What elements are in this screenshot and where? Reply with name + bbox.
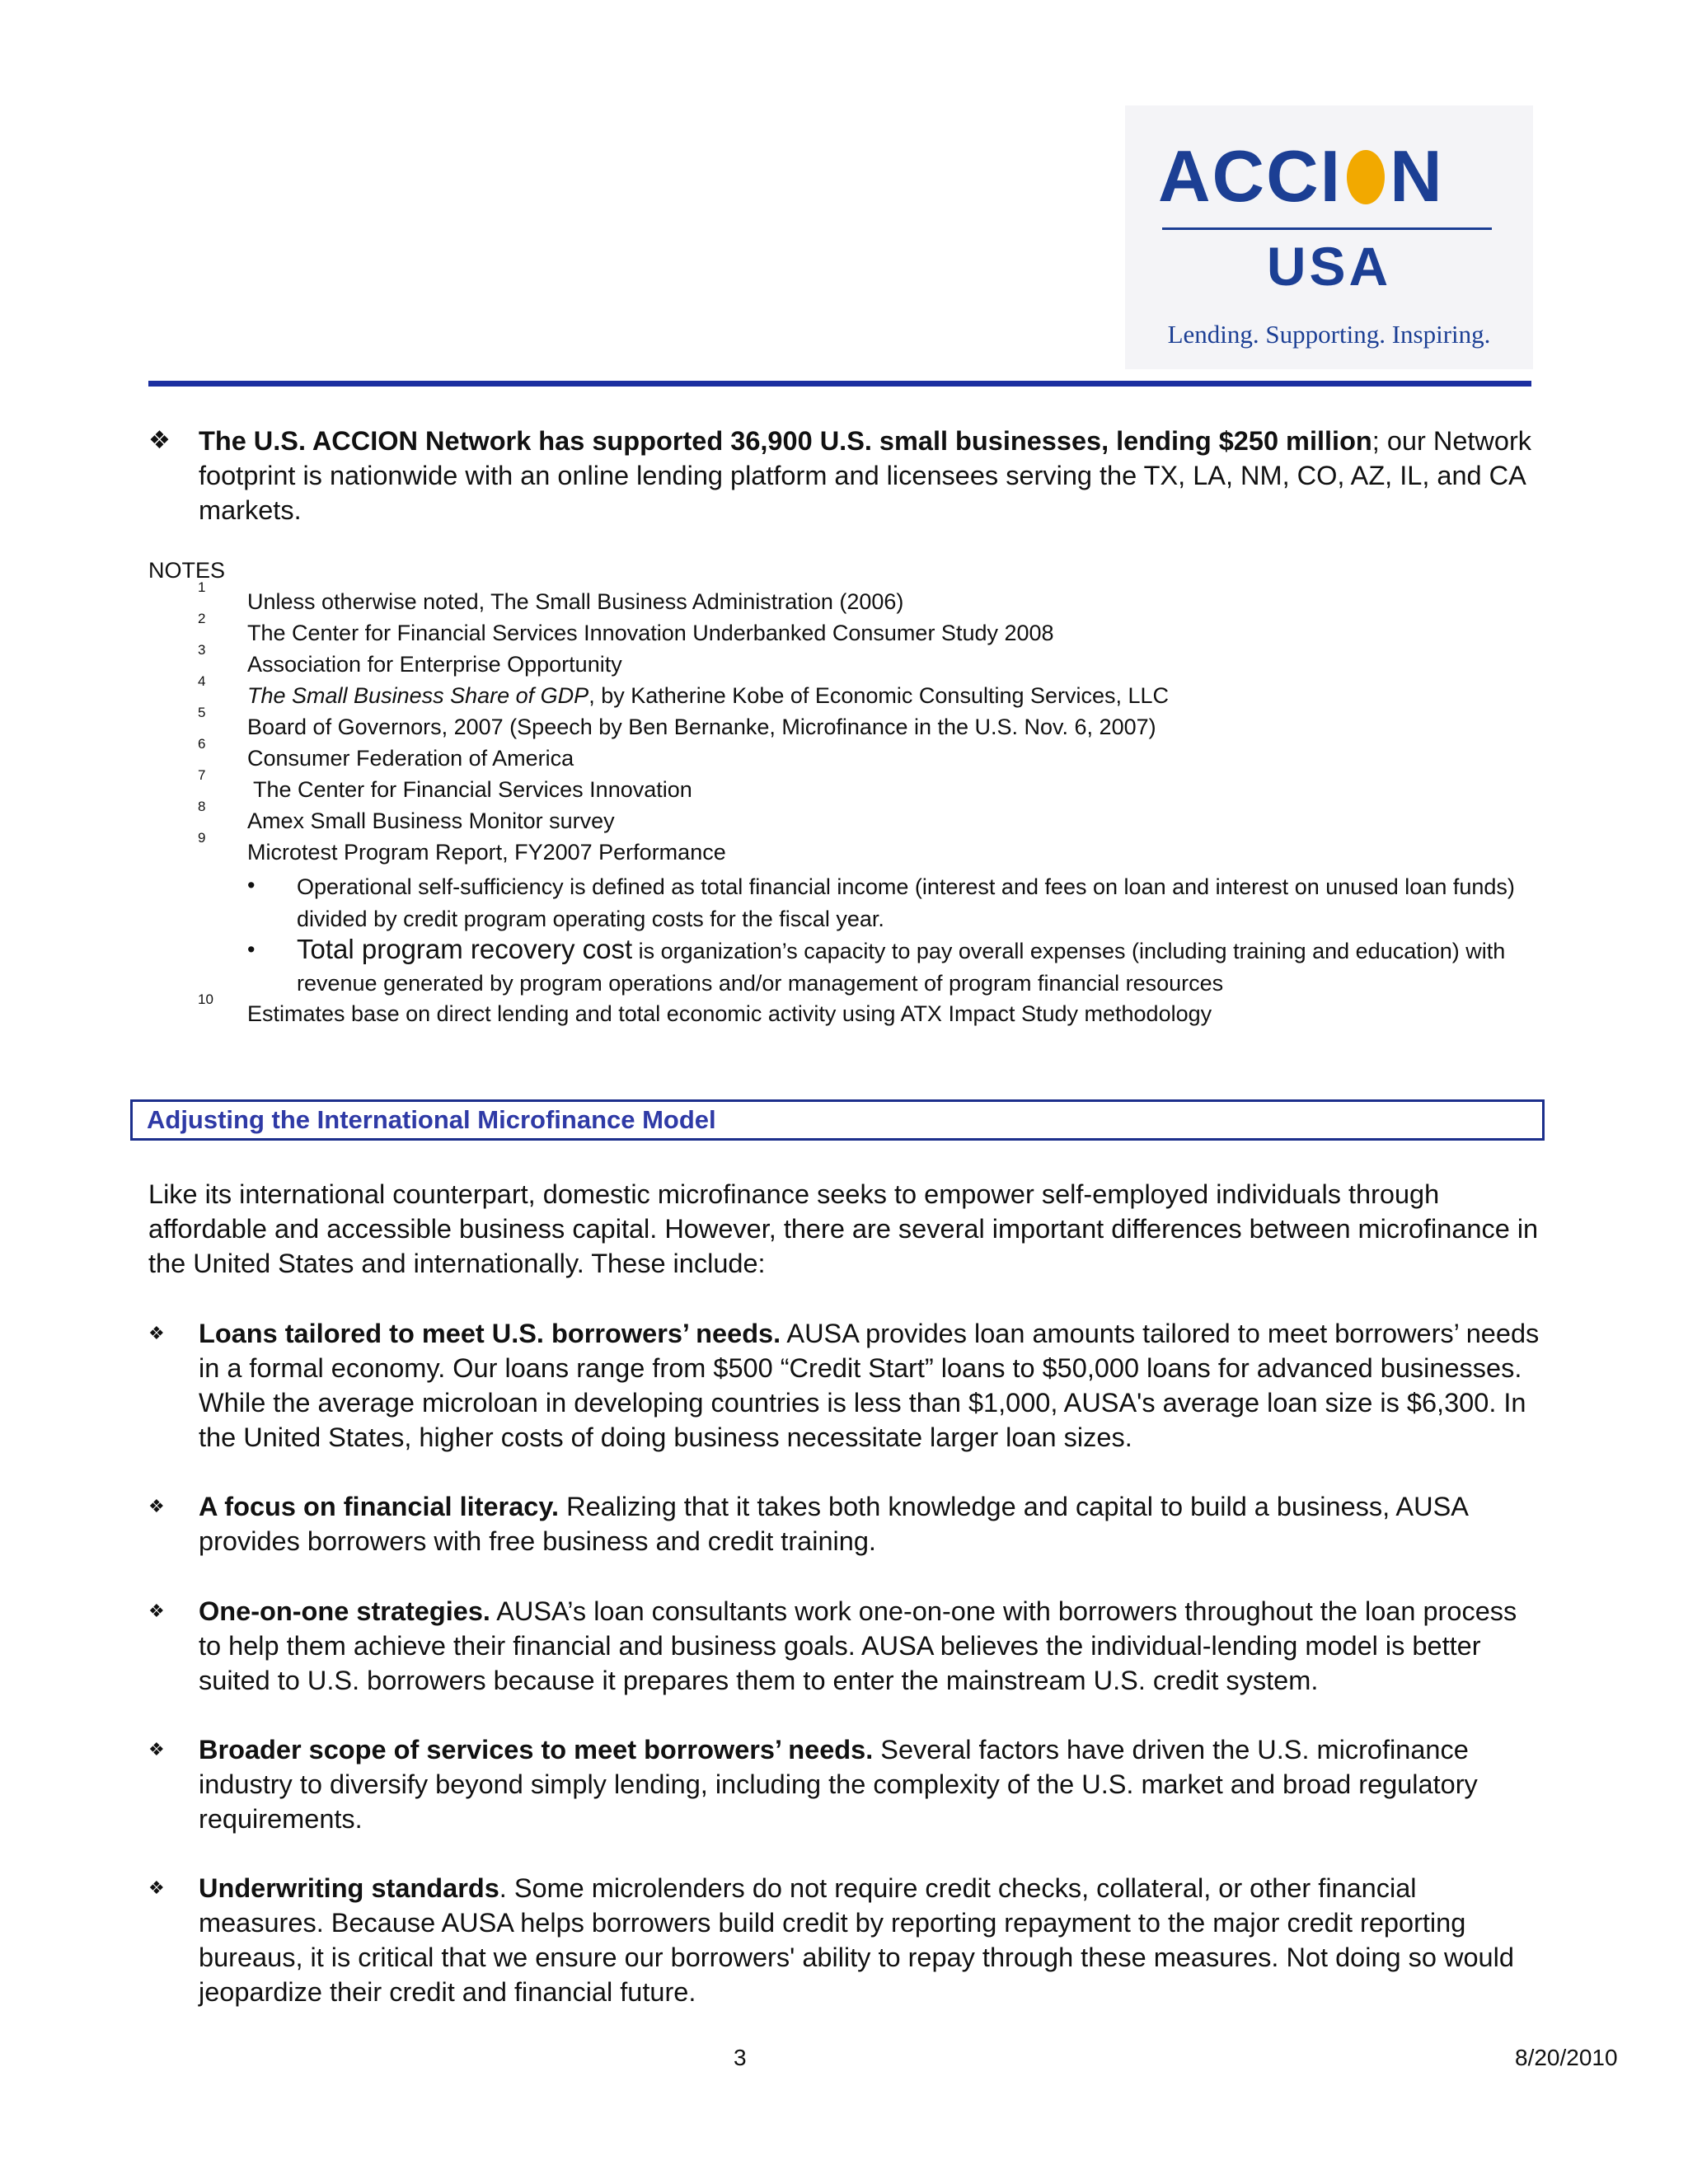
- note-item: 9 Microtest Program Report, FY2007 Performance: [198, 830, 726, 865]
- accion-usa-logo: [1125, 105, 1533, 369]
- page-number: 3: [734, 2045, 747, 2070]
- note-item: 2 The Center for Financial Services Innovation Underbanked Consumer Study 2008: [198, 611, 1054, 645]
- notes-heading: NOTES: [148, 558, 226, 583]
- note-item: 3 Association for Enterprise Opportunity: [198, 642, 622, 677]
- note-item: 8 Amex Small Business Monitor survey: [198, 799, 615, 833]
- section-bullet: ❖ One-on-one strategies. AUSA’s loan consultants work one-on-one with borrowers throughout the loan process to help them achieve their financial and business goals. AUSA believes the individual-lending model is better suited to U.S. borrowers because it prepares them to enter the mainstream U.S. credit system.: [148, 1594, 1541, 1698]
- dot-bullet-icon: •: [247, 873, 256, 898]
- note-sub-bullet: • Total program recovery cost is organization’s capacity to pay overall expenses (including training and education) with revenue generated by program operations and/or management of program financial resources: [247, 934, 1506, 996]
- logo-tagline: Lending. Supporting. Inspiring.: [1167, 320, 1491, 349]
- logo-usa: USA: [1266, 236, 1392, 297]
- note-sub-bullet: • Operational self-sufficiency is defined as total financial income (interest and fees on loan and interest on unused loan funds) divided by credit program operating costs for the fiscal year.: [247, 869, 1550, 935]
- note-item: 4 The Small Business Share of GDP, by Katherine Kobe of Economic Consulting Services, LLC: [198, 673, 1170, 708]
- section-title: Adjusting the International Microfinance Model: [147, 1105, 716, 1134]
- diamond-bullet-icon: ❖: [148, 1323, 165, 1343]
- note-item: 7 The Center for Financial Services Innovation: [198, 767, 692, 802]
- intro-bullet: ❖ The U.S. ACCION Network has supported 36,900 U.S. small businesses, lending $250 million; our Network footprint is nationwide with an online lending platform and licensees serving the TX, LA, NM, CO, AZ, IL, and CA markets.: [148, 424, 1541, 527]
- logo-rule: [1162, 227, 1492, 230]
- section-bullet: ❖ Broader scope of services to meet borrowers’ needs. Several factors have driven the U.S. microfinance industry to diversify beyond simply lending, including the complexity of the U.S. market and broad regulatory requirements.: [148, 1732, 1541, 1836]
- note-item: 1 Unless otherwise noted, The Small Business Administration (2006): [198, 579, 904, 614]
- note-item: 5 Board of Governors, 2007 (Speech by Ben Bernanke, Microfinance in the U.S. Nov. 6, 2007): [198, 705, 1156, 739]
- footer-date: 8/20/2010: [1515, 2045, 1618, 2070]
- diamond-bullet-icon: ❖: [148, 1601, 165, 1621]
- dot-bullet-icon: •: [247, 937, 256, 962]
- section-intro: Like its international counterpart, domestic microfinance seeks to empower self-employed individuals through affordable and accessible business capital. However, there are several important differences between microfinance in the United States and internationally. These include:: [148, 1179, 1539, 1278]
- section-bullet: ❖ Loans tailored to meet U.S. borrowers’ needs. AUSA provides loan amounts tailored to meet borrowers’ needs in a formal economy. Our loans range from $500 “Credit Start” loans to $50,000 loans for advanced businesses. While the average microloan in developing countries is less than $1,000, AUSA's average loan size is $6,300. In the United States, higher costs of doing business necessitate larger loan sizes.: [148, 1316, 1541, 1455]
- section-bullet: ❖ Underwriting standards. Some microlenders do not require credit checks, collateral, or other financial measures. Because AUSA helps borrowers build credit by reporting repayment to the major credit reporting bureaus, it is critical that we ensure our borrowers' ability to repay through these measures. Not doing so would jeopardize their credit and financial future.: [148, 1871, 1541, 2009]
- header-rule: [148, 381, 1531, 387]
- logo-wordmark: ACCI N: [1158, 135, 1444, 217]
- note-item: 6 Consumer Federation of America: [198, 736, 574, 771]
- note-item: 10 Estimates base on direct lending and total economic activity using ATX Impact Study methodology: [198, 991, 1212, 1026]
- diamond-bullet-icon: ❖: [148, 1877, 165, 1898]
- diamond-bullet-icon: ❖: [148, 427, 171, 454]
- diamond-bullet-icon: ❖: [148, 1496, 165, 1516]
- section-bullet: ❖ A focus on financial literacy. Realizing that it takes both knowledge and capital to build a business, AUSA provides borrowers with free business and credit training.: [148, 1489, 1541, 1558]
- diamond-bullet-icon: ❖: [148, 1739, 165, 1760]
- logo-o-icon: [1347, 150, 1385, 204]
